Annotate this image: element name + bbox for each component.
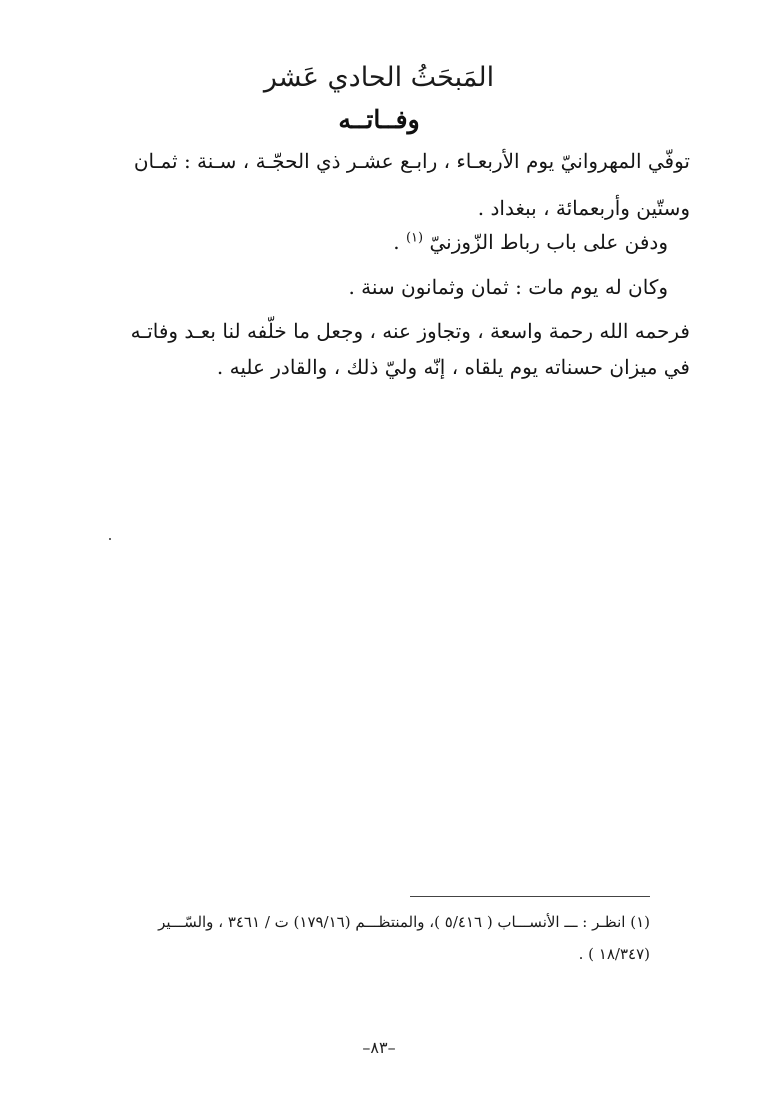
paragraph-2-text: ودفن على باب رباط الزّوزنيّ bbox=[429, 230, 668, 254]
print-speck bbox=[109, 538, 111, 540]
paragraph-4-line-2: في ميزان حسناته يوم يلقاه ، إنّه وليّ ذلك ، والقادر عليه . bbox=[216, 355, 690, 379]
footnote-1-line-2: (١٨/٣٤٧ ) . bbox=[578, 945, 650, 963]
paragraph-4-line-1: فرحمه الله رحمة واسعة ، وتجاوز عنه ، وجعل ما خلّفه لنا بعـد وفاتـه bbox=[130, 319, 690, 343]
footnote-reference-1[interactable]: (١) bbox=[405, 230, 424, 246]
section-heading: المَبحَثُ الحادي عَشر bbox=[263, 62, 495, 93]
paragraph-1-line-2: وستّين وأربعمائة ، ببغداد . bbox=[477, 196, 690, 220]
page-number: –٨٣– bbox=[362, 1038, 396, 1057]
paragraph-2 bbox=[28, 225, 668, 259]
paragraph-2-period: . bbox=[393, 230, 400, 254]
chapter-title: وفــاتــه bbox=[338, 105, 420, 134]
footnote-1-line-1: (١) انظـر : ـــ الأنســـاب ( ٥/٤١٦ )، والمنتظـــم (١٧٩/١٦) ت / ٣٤٦١ ، والسّـــير bbox=[158, 913, 650, 931]
footnote-divider bbox=[410, 896, 650, 897]
paragraph-1-line-1: توفّي المهروانيّ يوم الأربعـاء ، رابـع عشـر ذي الحجّـة ، سـنة : ثمـان bbox=[133, 149, 690, 173]
paragraph-3: وكان له يوم مات : ثمان وثمانون سنة . bbox=[348, 275, 668, 299]
